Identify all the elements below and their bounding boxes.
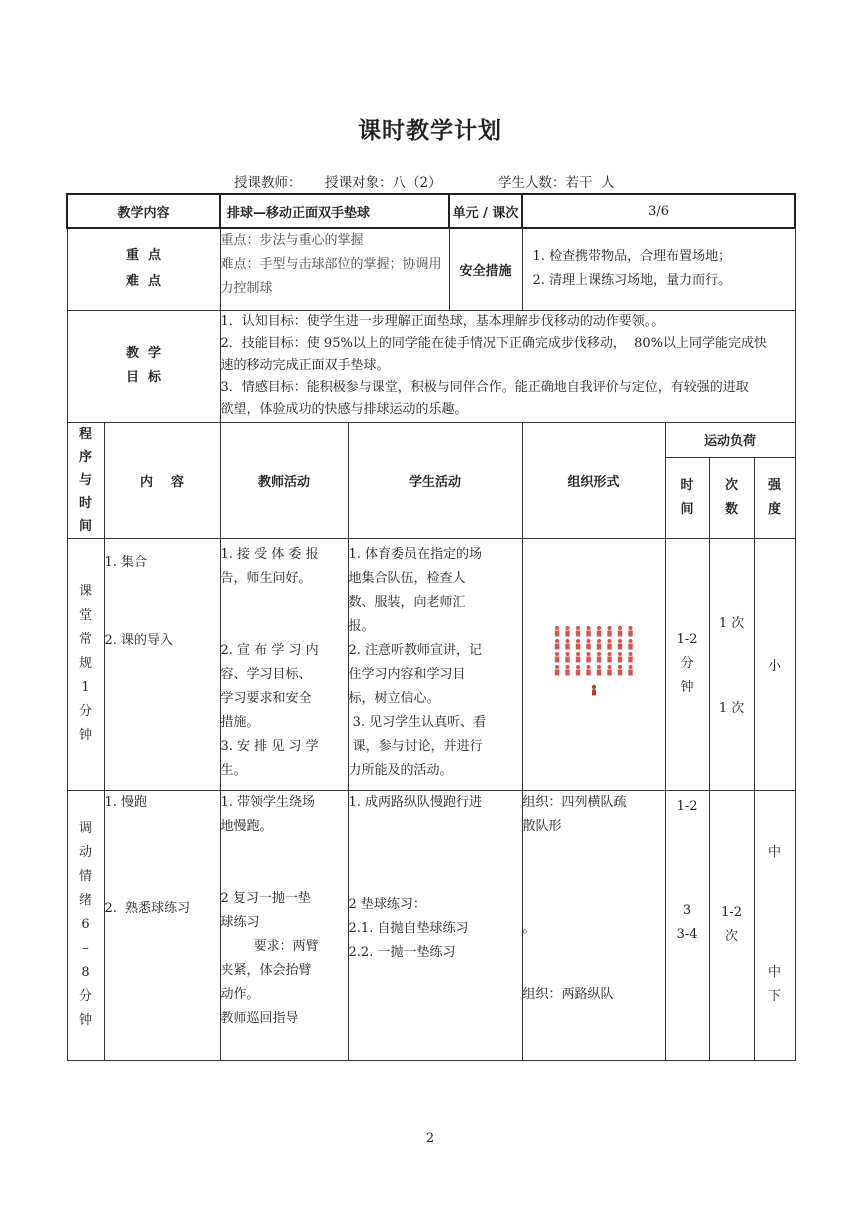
student-figure-icon	[617, 665, 621, 676]
student-figure-icon	[607, 652, 611, 663]
goals-row	[67, 310, 795, 422]
key-points-row	[67, 228, 795, 310]
formation-diagram	[549, 622, 639, 702]
warmup-intensity: 中 中 下	[754, 790, 795, 1060]
safety-item-2: 2. 清理上课练习场地，量力而行。	[532, 273, 732, 289]
warmup-time: 1-2 3 3-4	[665, 790, 709, 1060]
content-value: 排球—移动正面双手垫球	[220, 194, 449, 228]
page-number: 2	[425, 1131, 435, 1146]
student-figure-icon	[607, 639, 611, 650]
student-figure-icon	[575, 639, 579, 650]
lesson-plan-table	[66, 193, 796, 1061]
teacher-activity-header: 教师活动	[220, 422, 348, 538]
warmup-content	[104, 790, 220, 1060]
difficult-point-1: 难点：手型与击球部位的掌握；协调用	[220, 257, 442, 272]
goal-2a: 2．技能目标：使 95%以上的同学能在徒手情况下正确完成步伐移动， 80%以上同学能完成快	[220, 336, 767, 351]
student-figure-icon	[565, 665, 569, 676]
student-figure-icon	[565, 652, 569, 663]
student-figure-icon	[554, 665, 558, 676]
reps-header: 次 数	[709, 457, 754, 538]
section-routine-row	[67, 538, 795, 790]
safety-text	[522, 228, 795, 310]
warmup-reps: 1-2 次	[709, 790, 754, 1060]
student-figures	[554, 626, 632, 676]
meta-teacher: 授课教师：	[234, 175, 302, 191]
student-figure-icon	[628, 665, 632, 676]
goal-2b: 速的移动完成正面双手垫球。	[220, 358, 390, 373]
difficult-point-2: 力控制球	[220, 281, 273, 296]
student-figure-icon	[596, 639, 600, 650]
student-figure-icon	[617, 639, 621, 650]
routine-content	[104, 538, 220, 790]
student-figure-icon	[628, 652, 632, 663]
routine-content-1: 1. 集合	[104, 554, 148, 570]
student-figure-icon	[565, 626, 569, 637]
warmup-organization: 组织：四列横队疏 散队形 。 组织：两路纵队	[522, 790, 665, 1060]
warmup-content-1: 1. 慢跑	[104, 794, 148, 810]
goal-3a: 3．情感目标：能积极参与课堂，积极与同伴合作。能正确地自我评价与定位，有较强的进取	[220, 380, 749, 395]
goal-3b: 欲望，体验成功的快感与排球运动的乐趣。	[220, 402, 468, 417]
load-header: 运动负荷	[665, 422, 795, 457]
intensity-header: 强 度	[754, 457, 795, 538]
content-label: 教学内容	[67, 194, 220, 228]
warmup-procedure: 调 动 情 绪 6 – 8 分 钟	[67, 790, 104, 1060]
meta-students: 学生人数：若干 人	[498, 175, 615, 191]
student-figure-icon	[575, 652, 579, 663]
content-row	[67, 194, 795, 228]
student-figure-icon	[617, 626, 621, 637]
routine-organization	[522, 538, 665, 790]
goal-1: 1．认知目标：使学生进一步理解正面垫球，基本理解步伐移动的动作要领。。	[220, 314, 665, 329]
organization-header: 组织形式	[522, 422, 665, 538]
routine-intensity: 小	[754, 538, 795, 790]
routine-content-2: 2. 课的导入	[104, 632, 174, 648]
warmup-teacher: 1. 带领学生绕场 地慢跑。 2 复习一抛一垫 球练习 要求：两臂 夹紧，体会抬臂 动作。 教师巡回指导	[220, 790, 348, 1060]
meta-target: 授课对象：八（2）	[325, 175, 442, 191]
goals-text	[220, 310, 795, 422]
student-figure-icon	[554, 639, 558, 650]
key-point: 重点：步法与重心的掌握	[220, 233, 364, 248]
safety-label: 安全措施	[449, 228, 522, 310]
student-figure-icon	[586, 652, 590, 663]
warmup-student: 1. 成两路纵队慢跑行进 2 垫球练习： 2.1. 自抛自垫球练习 2.2. 一抛一垫练习	[348, 790, 522, 1060]
student-figure-icon	[628, 626, 632, 637]
key-points-text	[220, 228, 449, 310]
student-figure-icon	[565, 639, 569, 650]
student-figure-icon	[554, 626, 558, 637]
column-header-row-1	[67, 422, 795, 457]
key-points-label: 重 点 难 点	[67, 228, 220, 310]
content-header: 内 容	[104, 422, 220, 538]
student-figure-icon	[617, 652, 621, 663]
time-header: 时 间	[665, 457, 709, 538]
routine-reps: 1 次 1 次	[709, 538, 754, 790]
section-warmup-row	[67, 790, 795, 1060]
unit-label: 单元 / 课次	[449, 194, 522, 228]
student-figure-icon	[596, 665, 600, 676]
teacher-figure	[591, 685, 595, 696]
safety-item-1: 1. 检查携带物品，合理布置场地；	[532, 249, 732, 265]
routine-teacher: 1. 接 受 体 委 报 告，师生问好。 2. 宣 布 学 习 内 容、学习目标、 学习要求和安全 措施。 3. 安 排 见 习 学 生。	[220, 538, 348, 790]
procedure-header: 程 序 与 时 间	[67, 422, 104, 538]
student-figure-icon	[586, 665, 590, 676]
student-figure-icon	[607, 626, 611, 637]
student-activity-header: 学生活动	[348, 422, 522, 538]
student-figure-icon	[596, 652, 600, 663]
student-figure-icon	[607, 665, 611, 676]
student-figure-icon	[586, 639, 590, 650]
student-figure-icon	[554, 652, 558, 663]
routine-time: 1-2 分 钟	[665, 538, 709, 790]
student-figure-icon	[628, 639, 632, 650]
routine-student: 1. 体育委员在指定的场 地集合队伍，检查人 数、服装，向老师汇 报。 2. 注意听教师宣讲，记 住学习内容和学习目 标，树立信心。 3. 见习学生认真听、看 课，参与讨论，并进行 力所能及的活动。	[348, 538, 522, 790]
page-title: 课时教学计划	[358, 118, 502, 144]
student-figure-icon	[586, 626, 590, 637]
student-figure-icon	[575, 665, 579, 676]
routine-procedure: 课 堂 常 规 1 分 钟	[67, 538, 104, 790]
warmup-content-2: 2. 熟悉球练习	[104, 900, 191, 916]
unit-value: 3/6	[522, 194, 795, 228]
goals-label: 教 学 目 标	[67, 310, 220, 422]
student-figure-icon	[596, 626, 600, 637]
student-figure-icon	[575, 626, 579, 637]
